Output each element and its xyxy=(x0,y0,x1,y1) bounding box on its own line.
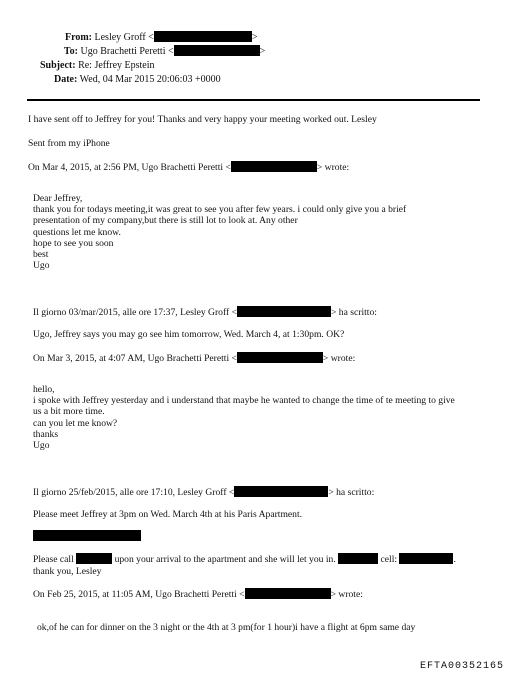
call-text-mid: upon your arrival to the apartment and she will let you in. xyxy=(114,554,336,565)
quote-header-5 xyxy=(33,588,363,600)
message-6: ok,of he can for dinner on the 3 night or the 4th at 3 pm(for 1 hour)i have a flight at 6pm same day xyxy=(37,622,416,633)
redaction-bar xyxy=(237,306,331,317)
subject-line xyxy=(40,60,155,72)
quote-header-text: On Feb 25, 2015, at 11:05 AM, Ugo Brachetti Peretti < xyxy=(33,589,245,600)
header-divider xyxy=(27,99,480,101)
reply-text: I have sent off to Jeffrey for you! Thanks and very happy your meeting worked out. Lesley xyxy=(28,114,377,125)
to-line xyxy=(48,45,265,58)
message-line: Dear Jeffrey, xyxy=(33,193,83,204)
quote-header-end: > wrote: xyxy=(330,589,363,600)
message-line: best xyxy=(33,249,49,261)
message-line: questions let me know. xyxy=(33,226,121,238)
redaction-bar xyxy=(76,553,112,564)
subject-label: Subject: xyxy=(40,60,76,71)
message-line: thanks xyxy=(33,428,59,440)
call-text: Please call xyxy=(33,554,74,565)
date-value: Wed, 04 Mar 2015 20:06:03 +0000 xyxy=(79,74,221,85)
from-end: > xyxy=(251,32,258,43)
to-end: > xyxy=(259,46,266,57)
message-line: us a bit more time. xyxy=(33,406,105,418)
message-line: can you let me know? xyxy=(33,417,118,429)
message-line: hope to see you soon xyxy=(33,237,114,249)
quote-header-end: > wrote: xyxy=(316,162,350,173)
redaction-bar xyxy=(231,161,317,172)
redaction-bar xyxy=(234,486,328,497)
redaction-bar xyxy=(399,553,456,565)
call-end: . xyxy=(453,554,456,565)
to-name: Ugo Brachetti Peretti < xyxy=(80,46,174,57)
quote-header-end: > ha scritto: xyxy=(328,487,375,498)
signature: Sent from my iPhone xyxy=(28,138,110,149)
quote-header-text: On Mar 4, 2015, at 2:56 PM, Ugo Brachetti Peretti < xyxy=(28,162,231,173)
document-id: EFTA00352165 xyxy=(419,661,504,672)
redaction-bar xyxy=(338,553,378,564)
call-line xyxy=(33,553,456,565)
quote-header-text: On Mar 3, 2015, at 4:07 AM, Ugo Brachetti Peretti < xyxy=(33,353,237,364)
message-line: Ugo xyxy=(33,260,50,272)
message-block-2 xyxy=(33,384,455,451)
redaction-bar xyxy=(33,530,141,541)
from-label: From: xyxy=(64,32,92,43)
date-label: Date: xyxy=(54,74,78,85)
quote-header-1 xyxy=(28,161,349,173)
quote-header-end: > ha scritto: xyxy=(331,307,377,318)
quote-header-4 xyxy=(33,486,374,498)
redaction-line xyxy=(33,530,141,542)
message-line: hello, xyxy=(33,384,55,395)
message-line: Ugo xyxy=(33,440,50,452)
redaction-bar xyxy=(154,31,252,42)
from-line xyxy=(48,31,257,44)
redaction-bar xyxy=(174,45,260,56)
message-3: Ugo, Jeffrey says you may go see him tomorrow, Wed. March 4, at 1:30pm. OK? xyxy=(33,329,345,340)
message-5: Please meet Jeffrey at 3pm on Wed. March 4th at his Paris Apartment. xyxy=(33,509,303,520)
quote-header-3 xyxy=(33,352,355,364)
quote-header-text: Il giorno 25/feb/2015, alle ore 17:10, Lesley Groff < xyxy=(33,487,235,498)
quote-header-2 xyxy=(33,306,377,318)
redaction-bar xyxy=(245,588,331,599)
redaction-bar xyxy=(237,352,323,363)
date-line xyxy=(54,74,221,86)
subject-value: Re: Jeffrey Epstein xyxy=(78,60,155,71)
thanks-line: thank you, Lesley xyxy=(33,566,102,577)
quote-header-end: > wrote: xyxy=(322,353,356,364)
message-block-1 xyxy=(33,193,406,271)
quote-header-text: Il giorno 03/mar/2015, alle ore 17:37, Lesley Groff < xyxy=(33,307,237,318)
to-label: To: xyxy=(63,46,78,57)
message-line: i spoke with Jeffrey yesterday and i understand that maybe he wanted to change the time of te meeting to give xyxy=(33,395,455,407)
message-line: presentation of my company,but there is still lot to look at. Any other xyxy=(33,215,298,227)
from-name: Lesley Groff < xyxy=(94,32,154,43)
cell-label: cell: xyxy=(380,554,398,565)
message-line: thank you for todays meeting,it was great to see you after few years. i could only give you a brief xyxy=(33,204,407,216)
